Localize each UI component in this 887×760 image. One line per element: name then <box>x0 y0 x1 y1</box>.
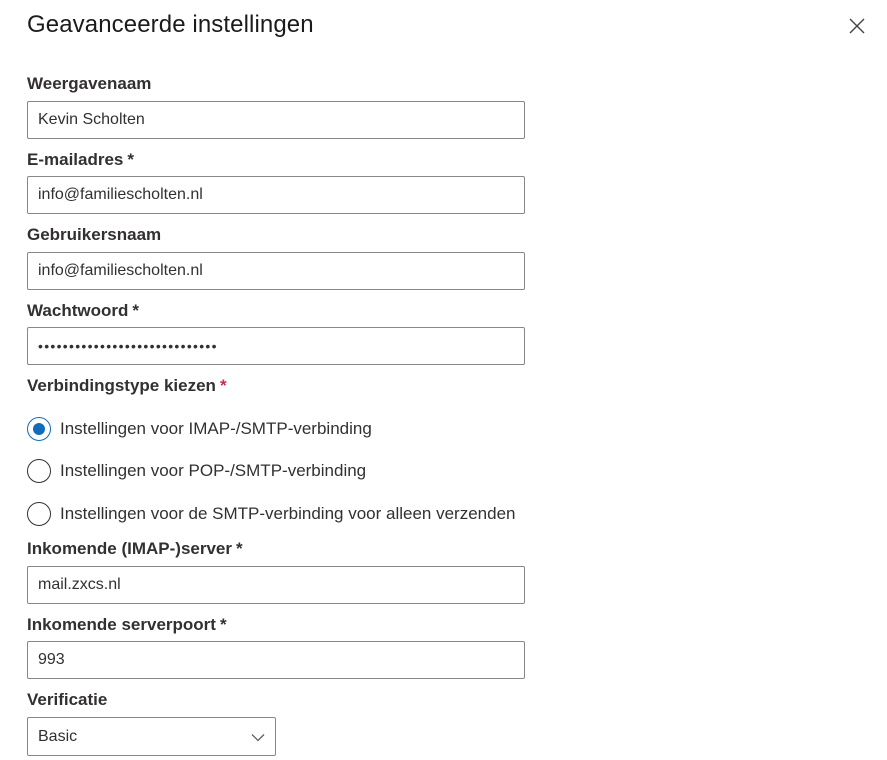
required-mark: * <box>219 376 227 395</box>
radio-label: Instellingen voor IMAP-/SMTP-verbinding <box>60 419 372 438</box>
required-mark: * <box>127 150 135 169</box>
username-field[interactable] <box>27 252 525 290</box>
verification-dropdown[interactable] <box>27 717 276 756</box>
radio-label: Instellingen voor de SMTP-verbinding voor alleen verzenden <box>60 504 516 523</box>
incoming-port-field[interactable] <box>27 641 525 679</box>
close-icon <box>846 15 868 37</box>
radio-selected-dot <box>33 423 45 435</box>
verification-label: Verificatie <box>27 690 108 709</box>
incoming-server-label: Inkomende (IMAP-)server * <box>27 539 243 558</box>
radio-pop-smtp[interactable] <box>27 458 366 484</box>
radio-smtp-send-only[interactable] <box>27 501 515 527</box>
display-name-label: Weergavenaam <box>27 74 152 93</box>
incoming-port-label: Inkomende serverpoort * <box>27 615 227 634</box>
incoming-port-input[interactable] <box>28 642 524 678</box>
email-field[interactable] <box>27 176 525 214</box>
incoming-server-input[interactable] <box>28 567 524 603</box>
email-input[interactable] <box>28 177 524 213</box>
password-input[interactable] <box>28 328 524 364</box>
radio-button[interactable] <box>27 459 51 483</box>
display-name-input[interactable] <box>28 102 524 138</box>
connection-type-label: Verbindingstype kiezen * <box>27 376 227 395</box>
verification-selected-value: Basic <box>38 728 78 745</box>
required-mark: * <box>132 301 139 320</box>
required-mark: * <box>219 615 227 634</box>
password-label: Wachtwoord * <box>27 301 139 320</box>
username-input[interactable] <box>28 253 524 289</box>
required-mark: * <box>236 539 243 558</box>
incoming-server-field[interactable] <box>27 566 525 604</box>
password-field[interactable] <box>27 327 525 365</box>
email-label: E-mailadres * <box>27 150 135 169</box>
username-label: Gebruikersnaam <box>27 225 162 244</box>
radio-imap-smtp[interactable] <box>27 416 372 442</box>
radio-button[interactable] <box>27 502 51 526</box>
display-name-field[interactable] <box>27 101 525 139</box>
dialog-title: Geavanceerde instellingen <box>27 11 314 38</box>
close-button[interactable] <box>846 15 868 37</box>
radio-button[interactable] <box>27 417 51 441</box>
chevron-down-icon <box>250 729 266 745</box>
radio-label: Instellingen voor POP-/SMTP-verbinding <box>60 461 367 480</box>
